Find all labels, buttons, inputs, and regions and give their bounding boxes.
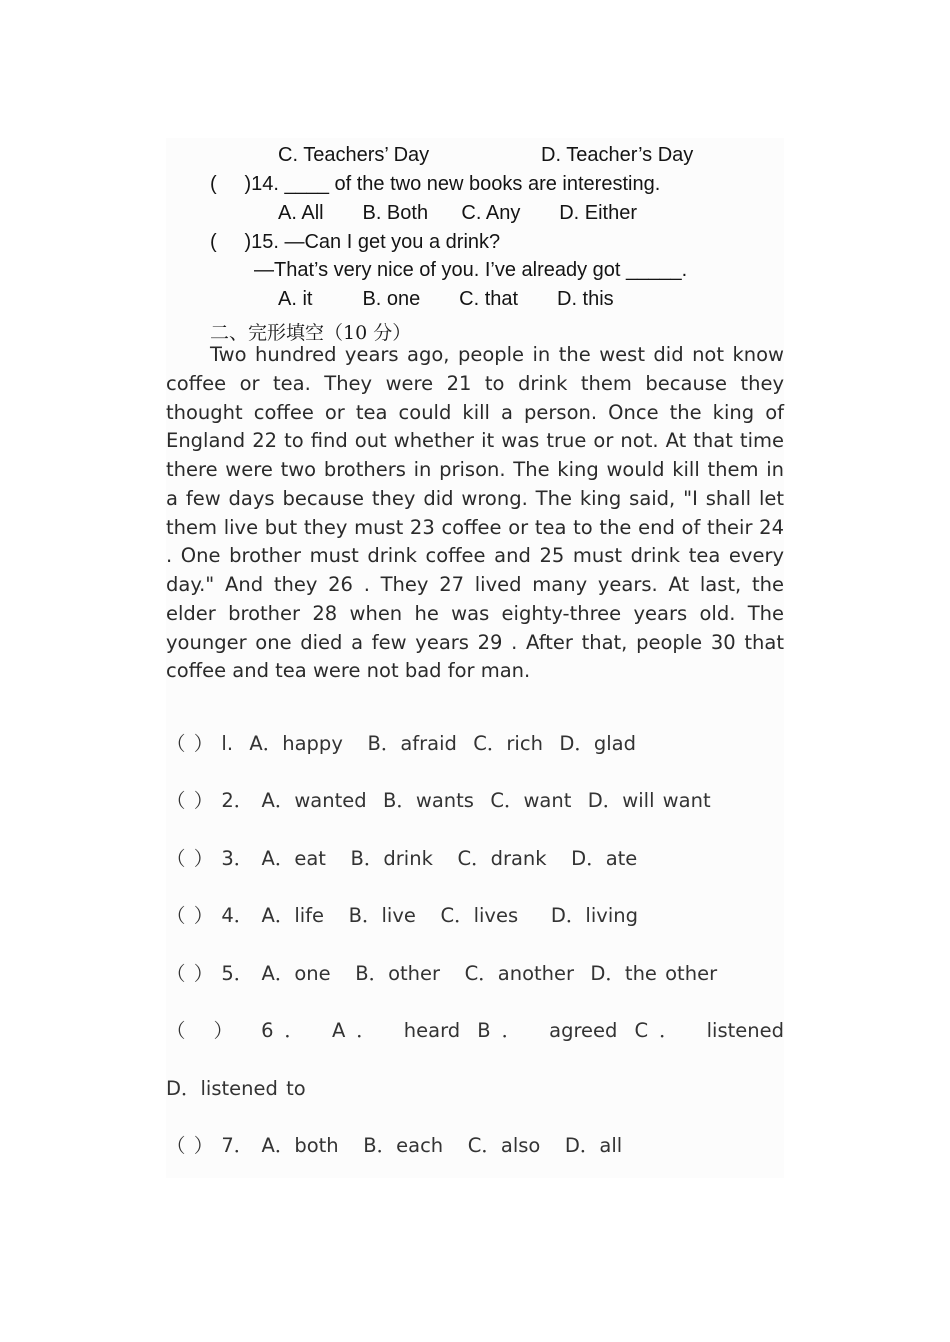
section-heading: 二、完形填空（10 分） bbox=[210, 322, 412, 344]
q15-options: A. it B. one C. that D. this bbox=[278, 288, 614, 310]
cloze-option-3: （ ） 3． A．eat B．drink C．drank D．ate bbox=[166, 847, 638, 870]
cloze-option-7: （ ） 7． A．both B．each C．also D．all bbox=[166, 1134, 623, 1157]
q15-stem: ( )15. —Can I get you a drink? bbox=[210, 231, 501, 253]
cloze-option-4: （ ） 4． A．life B．live C．lives D．living bbox=[166, 904, 638, 927]
cloze-option-5: （ ） 5． A．one B．other C．another D．the other bbox=[166, 962, 718, 985]
cloze-option-6: （ ） 6． A． heard B． agreed C． listened bbox=[166, 1019, 784, 1042]
q13-option-d: D. Teacher’s Day bbox=[541, 144, 694, 166]
q14-options: A. All B. Both C. Any D. Either bbox=[278, 202, 638, 224]
q13-option-c: C. Teachers’ Day bbox=[278, 144, 430, 166]
cloze-option-1: （ ） l. A．happy B．afraid C．rich D．glad bbox=[166, 732, 636, 755]
cloze-option-6-continued: D．listened to bbox=[166, 1077, 306, 1100]
cloze-passage: Two hundred years ago, people in the west did not know coffee or tea. They were 21 to drink them because they thought coffee or tea could kill a person. Once the king of England 22 to find out whether it was true or not. At that time there were two brothers in prison. The king would kill them in a few days because they did wrong. The king said, "I shall let them live but they must 23 coffee or tea to the end of their 24 . One brother must drink coffee and 25 must drink tea every day." And they 26 . They 27 lived many years. At last, the elder brother 28 when he was eighty-three years old. The younger one died a few years 29 . After that, people 30 that coffee and tea were not bad for man. bbox=[166, 343, 784, 683]
q14-stem: ( )14. ____ of the two new books are interesting. bbox=[210, 173, 661, 195]
cloze-option-2: （ ） 2． A．wanted B．wants C．want D．will want bbox=[166, 789, 711, 812]
q15-reply: —That’s very nice of you. I’ve already got _____. bbox=[254, 259, 688, 281]
